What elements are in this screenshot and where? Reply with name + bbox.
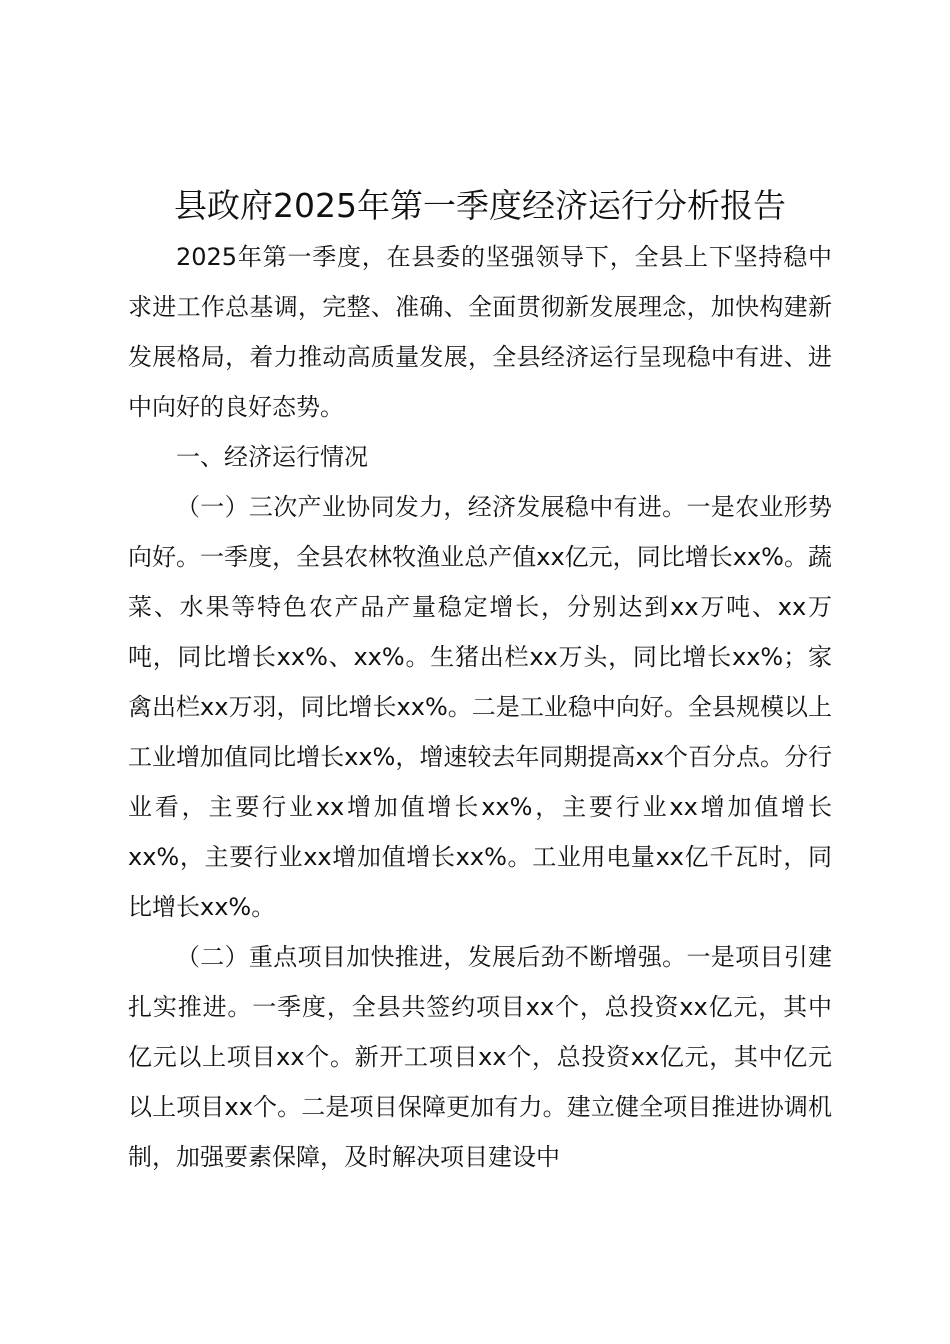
paragraph-industry: （一）三次产业协同发力，经济发展稳中有进。一是农业形势向好。一季度，全县农林牧渔业总产值xx亿元，同比增长xx%。蔬菜、水果等特色农产品产量稳定增长，分别达到xx万吨、xx万吨，同比增长xx%、xx%。生猪出栏xx万头，同比增长xx%；家禽出栏xx万羽，同比增长xx%。二是工业稳中向好。全县规模以上工业增加值同比增长xx%，增速较去年同期提高xx个百分点。分行业看，主要行业xx增加值增长xx%，主要行业xx增加值增长xx%，主要行业xx增加值增长xx%。工业用电量xx亿千瓦时，同比增长xx%。 [128, 493, 832, 921]
document-page [128, 180, 832, 1182]
paragraph-projects: （二）重点项目加快推进，发展后劲不断增强。一是项目引建扎实推进。一季度，全县共签约项目xx个，总投资xx亿元，其中亿元以上项目xx个。新开工项目xx个，总投资xx亿元，其中亿元以上项目xx个。二是项目保障更加有力。建立健全项目推进协调机制，加强要素保障，及时解决项目建设中 [128, 943, 832, 1171]
document-title: 县政府2025年第一季度经济运行分析报告 [174, 186, 786, 225]
intro-paragraph: 2025年第一季度，在县委的坚强领导下，全县上下坚持稳中求进工作总基调，完整、准确、全面贯彻新发展理念，加快构建新发展格局，着力推动高质量发展，全县经济运行呈现稳中有进、进中向好的良好态势。 [128, 243, 832, 421]
section-heading: 一、经济运行情况 [176, 443, 368, 471]
